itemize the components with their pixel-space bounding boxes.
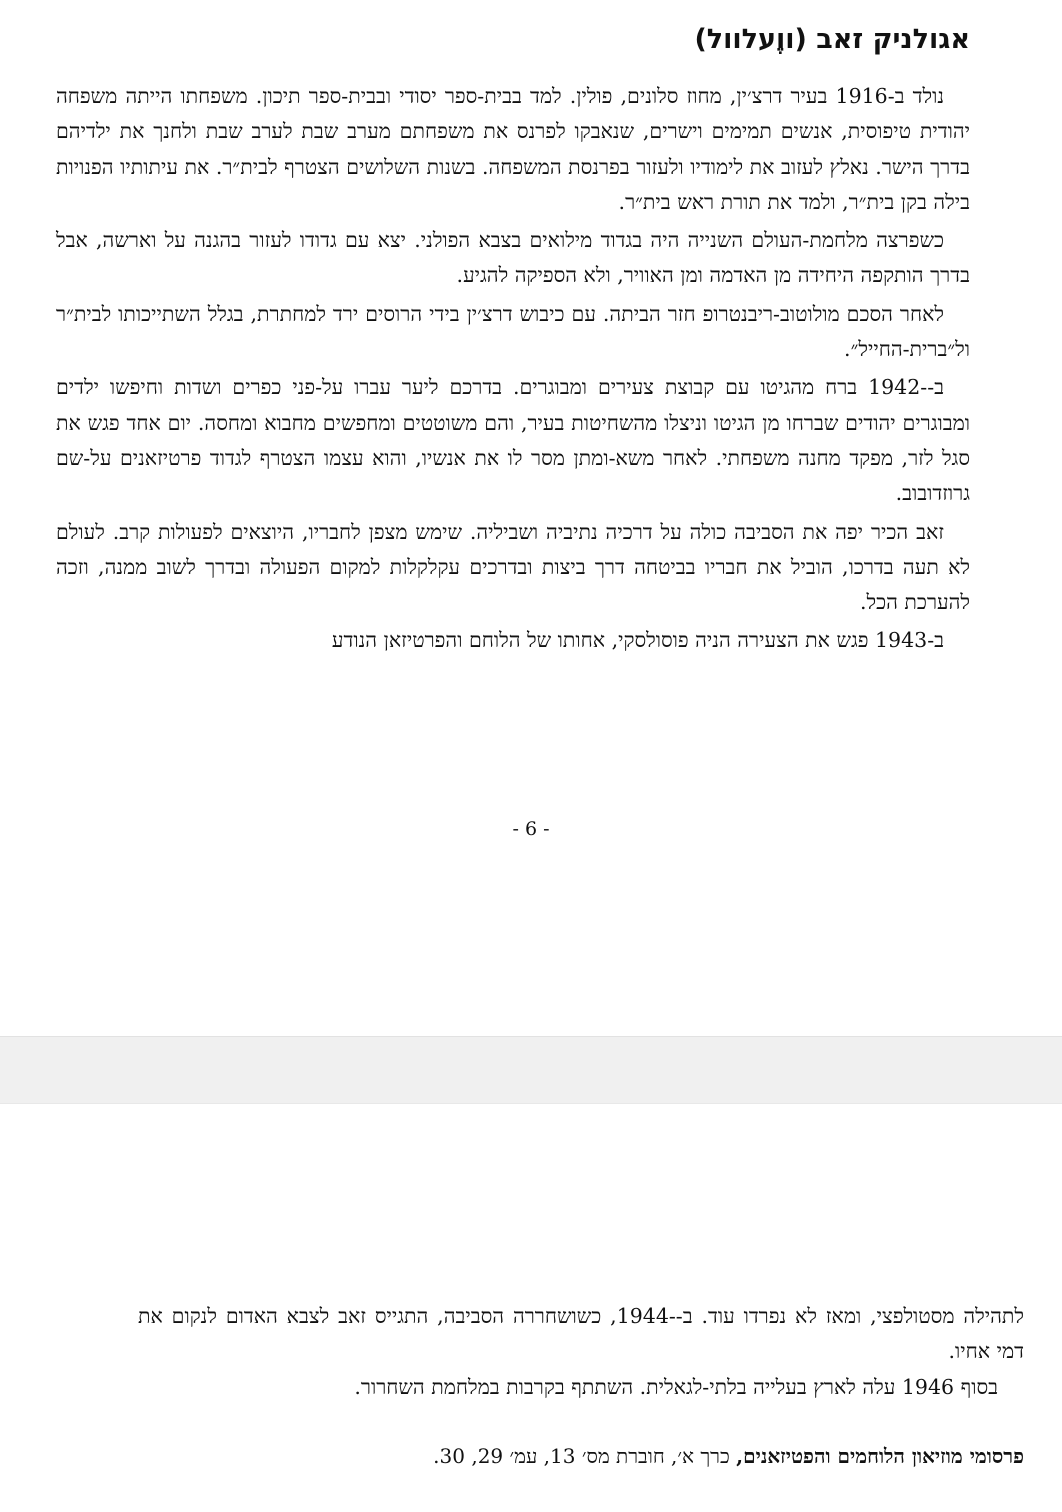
paragraph-birth: נולד ב-1916 בעיר דרצ׳ין, מחוז סלונים, פולין. למד בבית-ספר יסודי ובבית-ספר תיכון. משפחתו הייתה משפחה יהודית טיפוסית, אנשים תמימים וישרים, שנאבקו לפרנס את משפחתם מערב שבת לערב שבת ולחנך את ילדיהם בדרך הישר. נאלץ לעזוב את לימודיו ולעזור בפרנסת המשפחה. בשנות השלושים הצטרף לבית״ר. את עיתותיו הפנויות בילה בקן בית״ר, ולמד את תורת ראש בית״ר. (56, 84, 970, 214)
entry-title: אגולניק זאב (ווֶעלוול) (694, 24, 970, 55)
page-separator (0, 1036, 1062, 1104)
paragraph-ww2: כשפרצה מלחמת-העולם השנייה היה בגדוד מילואים בצבא הפולני. יצא עם גדודו לעזור בהגנה על וארשה, אבל בדרך הותקפה היחידה מן האדמה ומן האוויר, ולא הספיקה להגיע. (56, 228, 970, 288)
source-citation (210, 1439, 1024, 1473)
page-bottom (0, 1102, 1062, 1512)
continuation-text (138, 1299, 1024, 1405)
paragraph-guide: זאב הכיר יפה את הסביבה כולה על דרכיה נתיביה ושביליה. שימש מצפן לחבריו, היוצאים לפעולות קרב. לעולם לא תעה בדרכו, הוביל את חבריו בביטחה דרך ביצות ובדרכים עקלקלות למקום הפעולה ובדרך לשוב ממנה, וזכה להערכת הכל. (56, 519, 970, 615)
paragraph-1944: לתהילה מסטולפצי, ומאז לא נפרדו עוד. ב--1944, כשושחררה הסביבה, התגייס זאב לצבא האדום לנקום את דמי אחיו. (138, 1304, 1025, 1364)
paragraph-escape: ב--1942 ברח מהגיטו עם קבוצת צעירים ומבוגרים. בדרכם ליער עברו על-פני כפרים ושדות וחיפשו ילדים ומבוגרים יהודים שברחו מן הגיטו וניצלו מהשחיטות בעיר, והם משוטטים ומחפשים מחבוא ומחסה. יום אחד פגש את סגל לזר, מפקד מחנה משפחתי. לאחר משא-ומתן מסר לו את אנשיו, והוא עצמו הצטרף לגדוד פרטיזאנים על-שם גרוזדובוב. (56, 375, 970, 506)
biography-text (56, 79, 970, 662)
source-details: כרך א׳, חוברת מס׳ 13, עמ׳ 29, 30. (433, 1444, 737, 1468)
paragraph-underground: לאחר הסכם מולוטוב-ריבנטרופ חזר הביתה. עם כיבוש דרצ׳ין בידי הרוסים ירד למחתרת, בגלל השתייכותו לבית״ר ול״ברית-החייל״. (56, 301, 970, 362)
source-publication: פרסומי מוזיאון הלוחמים והפטיזאנים, (736, 1444, 1024, 1468)
page-number: - 6 - (512, 818, 550, 840)
paragraph-1943: ב-1943 פגש את הצעירה הניה פוסולסקי, אחותו של הלוחם והפרטיזאן הנודע (331, 628, 944, 653)
paragraph-1946: בסוף 1946 עלה לארץ בעלייה בלתי-לגאלית. השתתף בקרבות במלחמת השחרור. (354, 1374, 998, 1399)
